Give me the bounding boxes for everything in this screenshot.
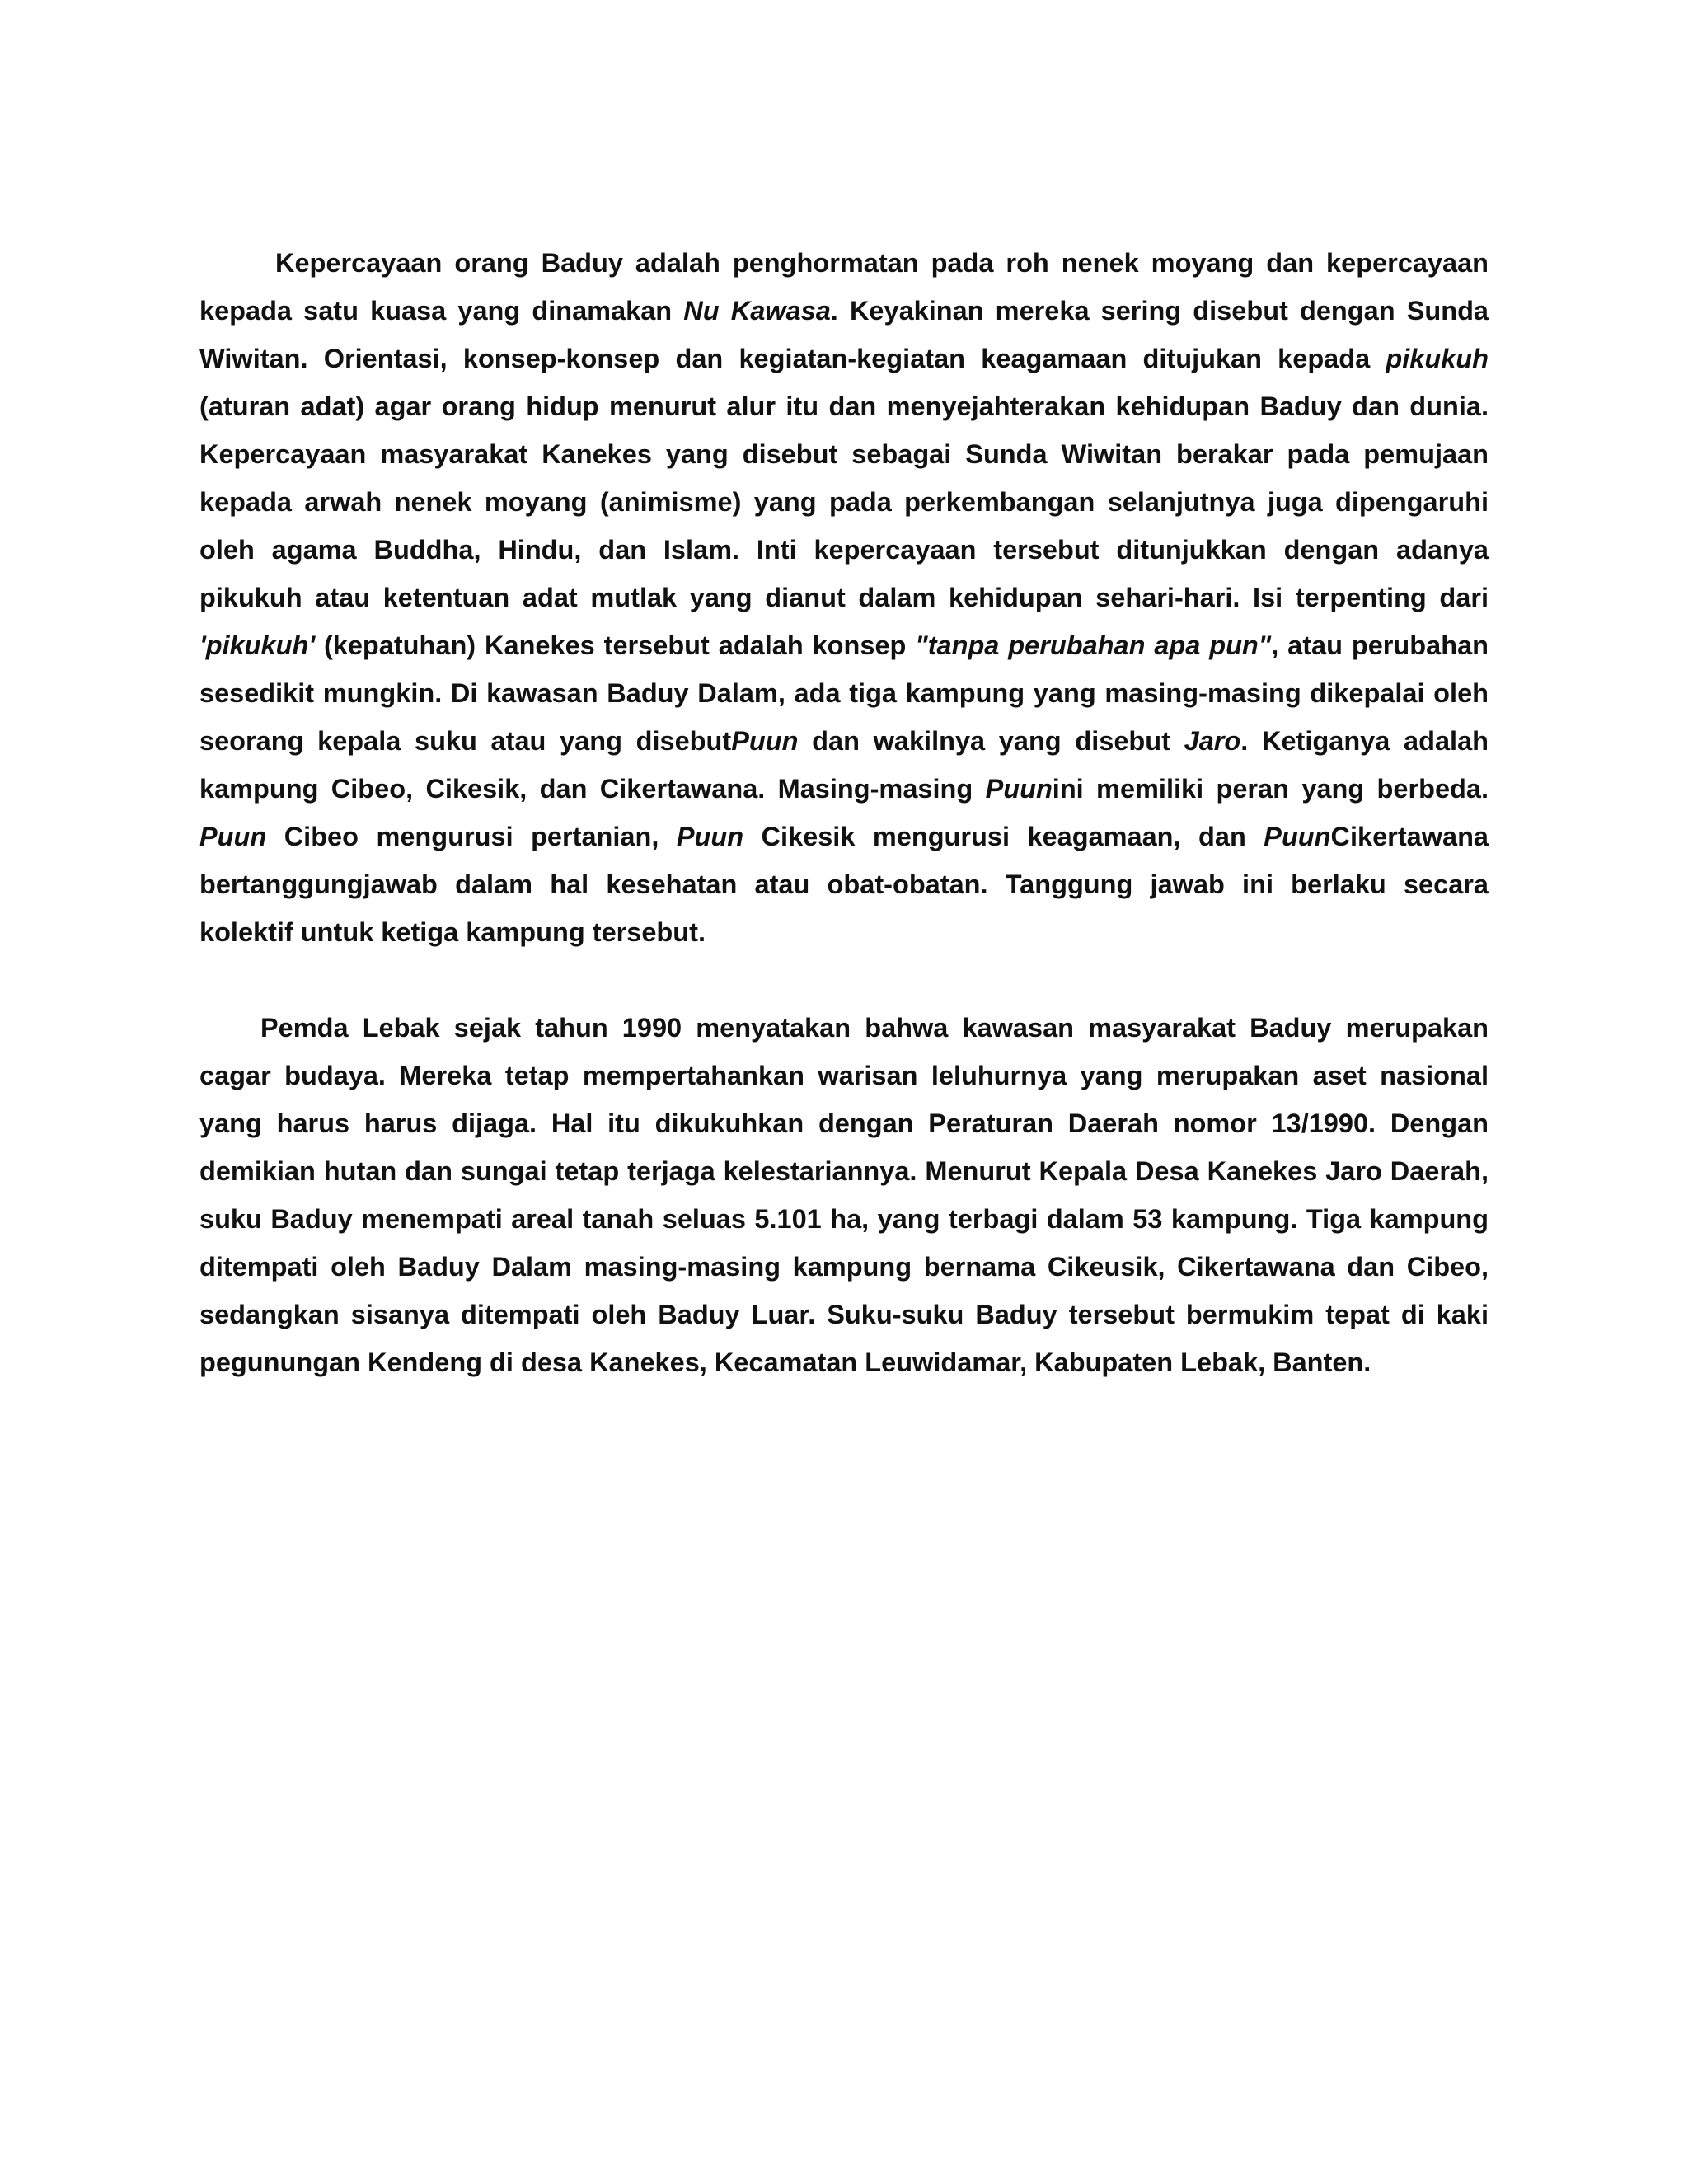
- italic-term-puun: Puun: [985, 774, 1053, 804]
- text-run: (aturan adat) agar orang hidup menurut alur itu dan menyejahterakan kehidupan Baduy dan dunia. Kepercayaan masyarakat Kanekes yang disebut sebagai Sunda Wiwitan berakar pada pemujaan kepada arwah nenek moyang (animisme) yang pada perkembangan selanjutnya juga dipengaruhi oleh agama Buddha, Hindu, dan Islam. Inti kepercayaan tersebut ditunjukkan dengan adanya pikukuh atau ketentuan adat mutlak yang dianut dalam kehidupan sehari-hari. Isi terpenting dari: [199, 391, 1489, 612]
- text-run: Cikertawana bertanggungjawab dalam hal kesehatan atau obat-obatan. Tanggung jawab ini berlaku secara kolektif untuk ketiga kampung tersebut.: [199, 822, 1489, 947]
- text-run: Cikesik mengurusi keagamaan, dan: [743, 822, 1264, 851]
- text-run: , atau perubahan sesedikit mungkin. Di kawasan Baduy Dalam, ada tiga kampung yang masing-masing dikepalai oleh seorang kepala suku atau yang disebut: [199, 630, 1489, 756]
- paragraph-cagar-budaya: Pemda Lebak sejak tahun 1990 menyatakan bahwa kawasan masyarakat Baduy merupakan cagar budaya. Mereka tetap mempertahankan warisan leluhurnya yang merupakan aset nasional yang harus harus dijaga. Hal itu dikukuhkan dengan Peraturan Daerah nomor 13/1990. Dengan demikian hutan dan sungai tetap terjaga kelestariannya. Menurut Kepala Desa Kanekes Jaro Daerah, suku Baduy menempati areal tanah seluas 5.101 ha, yang terbagi dalam 53 kampung. Tiga kampung ditempati oleh Baduy Dalam masing-masing kampung bernama Cikeusik, Cikertawana dan Cibeo, sedangkan sisanya ditempati oleh Baduy Luar. Suku-suku Baduy tersebut bermukim tepat di kaki pegunungan Kendeng di desa Kanekes, Kecamatan Leuwidamar, Kabupaten Lebak, Banten.: [199, 1013, 1489, 1377]
- paragraph-beliefs: [199, 239, 1489, 956]
- text-run: Cibeo mengurusi pertanian,: [266, 822, 677, 851]
- text-run: . Keyakinan mereka sering disebut dengan Sunda Wiwitan. Orientasi, konsep-konsep dan kegiatan-kegiatan keagamaan ditujukan kepada: [199, 296, 1489, 373]
- italic-term-tanpa-perubahan: "tanpa perubahan apa pun": [915, 630, 1272, 660]
- italic-term-puun: Puun: [731, 726, 799, 756]
- text-run: (kepatuhan) Kanekes tersebut adalah konsep: [315, 630, 916, 660]
- text-run: Kepercayaan orang Baduy adalah penghormatan pada roh nenek moyang dan kepercayaan kepada satu kuasa yang dinamakan: [199, 248, 1489, 326]
- italic-term-nu-kawasa: Nu Kawasa: [683, 296, 831, 326]
- italic-term-pikukuh-quoted: 'pikukuh': [199, 630, 316, 660]
- italic-term-puun: Puun: [676, 822, 744, 851]
- italic-term-puun: Puun: [1264, 822, 1331, 851]
- text-run: . Ketiganya adalah kampung Cibeo, Cikesik, dan Cikertawana. Masing-masing: [199, 726, 1489, 804]
- italic-term-jaro: Jaro: [1184, 726, 1241, 756]
- text-run: ini memiliki peran yang berbeda.: [1052, 774, 1489, 804]
- italic-term-puun: Puun: [199, 822, 267, 851]
- paragraph-beliefs-text: [199, 248, 1489, 947]
- text-run: dan wakilnya yang disebut: [798, 726, 1184, 756]
- body-text: [199, 239, 1489, 1386]
- italic-term-pikukuh: pikukuh: [1386, 344, 1489, 373]
